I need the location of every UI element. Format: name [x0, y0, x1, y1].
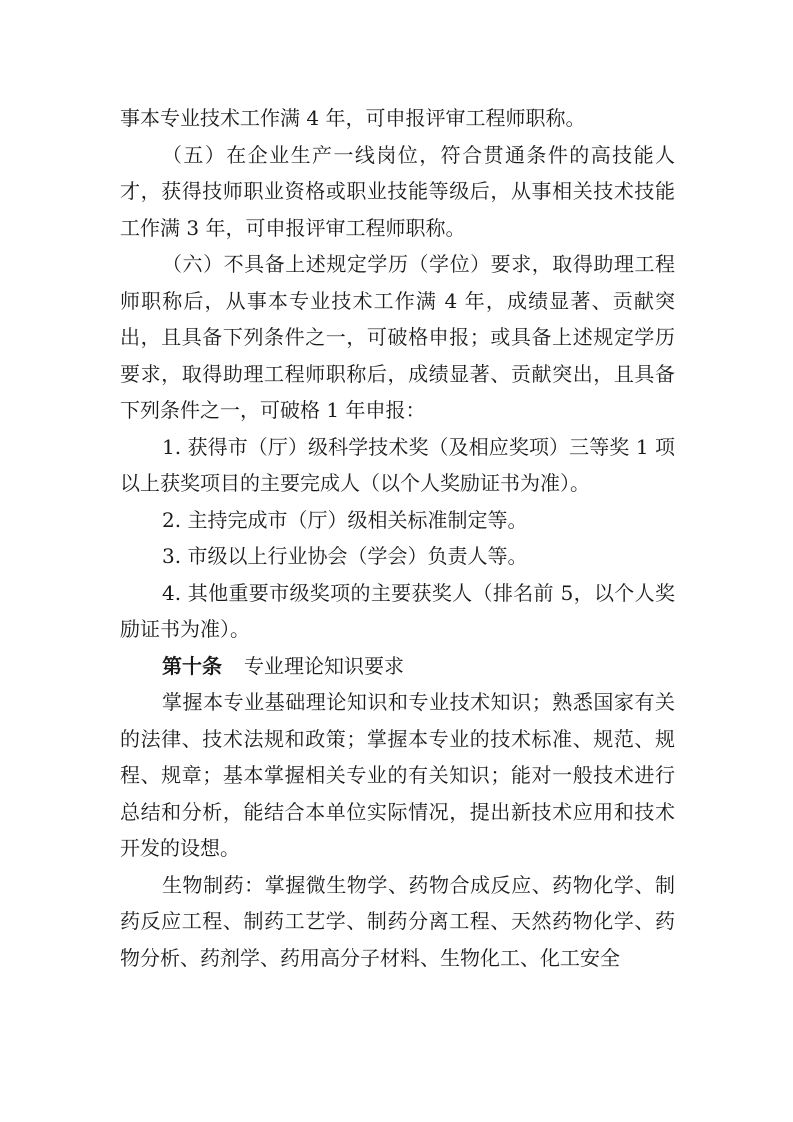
article-title: 专业理论知识要求: [244, 653, 404, 678]
document-body: [120, 100, 675, 976]
list-item-3: 3. 市级以上行业协会（学会）负责人等。: [162, 544, 528, 568]
list-item-2: 2. 主持完成市（厅）级相关标准制定等。: [162, 507, 528, 532]
article-heading: [120, 648, 675, 685]
list-item-4: 4. 其他重要市级奖项的主要获奖人（排名前 5，以个人奖励证书为准）。: [120, 580, 675, 641]
paragraph-item-6: （六）不具备上述规定学历（学位）要求，取得助理工程师职称后，从事本专业技术工作满 4 年，成绩显著、贡献突出，且具备下列条件之一，可破格申报；或具备上述规定学历要求，取得助理工程师职称后，成绩显著、贡献突出，且具备下列条件之一，可破格 1 年申报：: [120, 252, 675, 422]
list-item-1: 1. 获得市（厅）级科学技术奖（及相应奖项）三等奖 1 项以上获奖项目的主要完成人（以个人奖励证书为准）。: [120, 434, 675, 495]
paragraph-knowledge: 掌握本专业基础理论知识和专业技术知识；熟悉国家有关的法律、技术法规和政策；掌握本专业的技术标准、规范、规程、规章；基本掌握相关专业的有关知识；能对一般技术进行总结和分析，能结合本单位实际情况，提出新技术应用和技术开发的设想。: [120, 690, 675, 860]
paragraph-biopharma: 生物制药：掌握微生物学、药物合成反应、药物化学、制药反应工程、制药工艺学、制药分离工程、天然药物化学、药物分析、药剂学、药用高分子材料、生物化工、化工安全: [120, 872, 675, 970]
article-label: 第十条: [162, 653, 222, 678]
paragraph-continuation: 事本专业技术工作满 4 年，可申报评审工程师职称。: [120, 106, 586, 130]
paragraph-item-5: （五）在企业生产一线岗位，符合贯通条件的高技能人才，获得技师职业资格或职业技能等级后，从事相关技术技能工作满 3 年，可申报评审工程师职称。: [120, 142, 675, 240]
